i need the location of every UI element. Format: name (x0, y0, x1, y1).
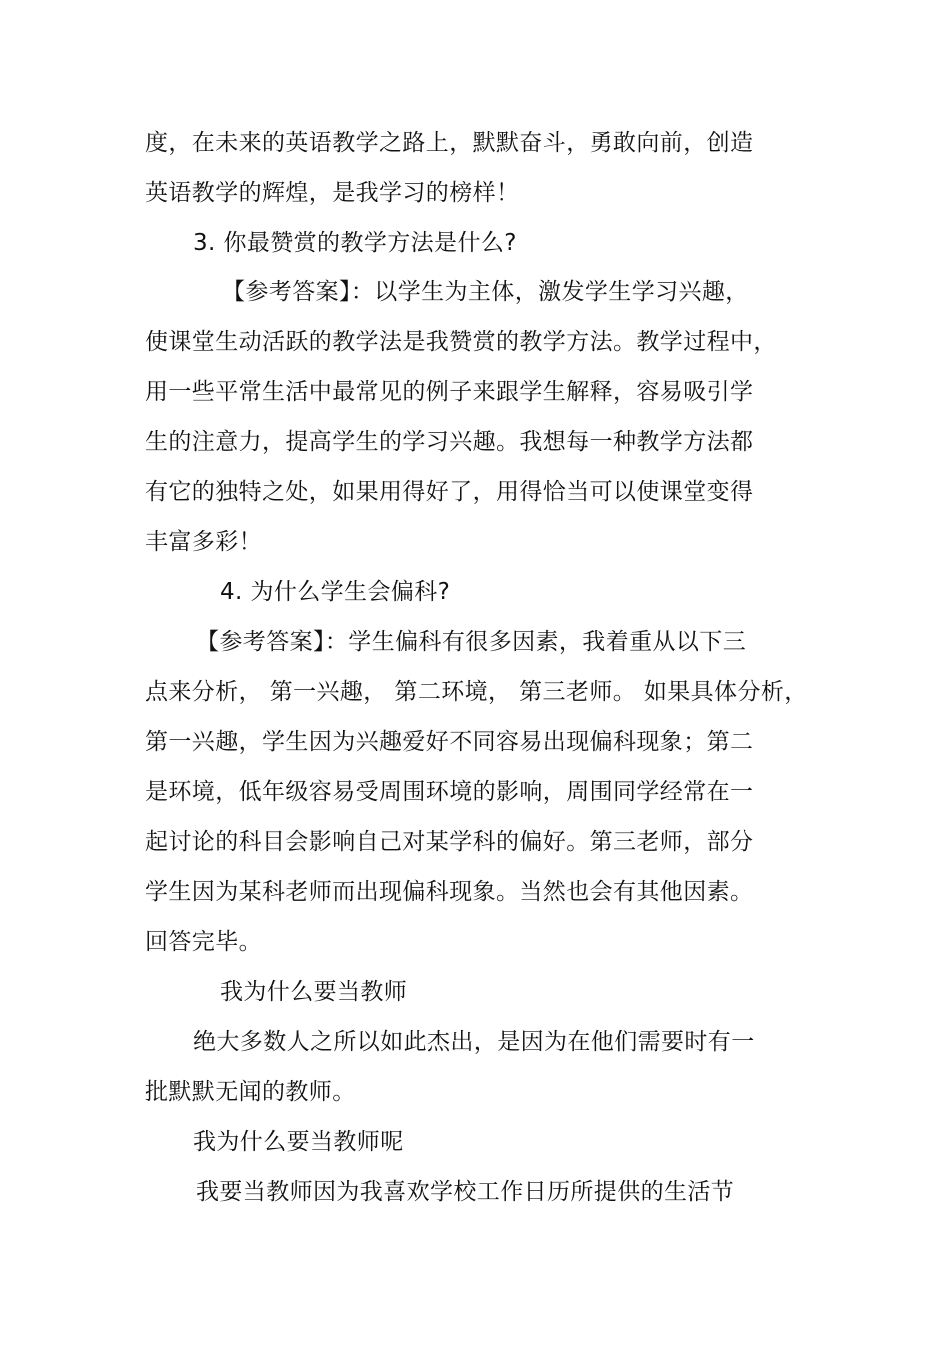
paragraph-line: 回答完毕。 (145, 929, 262, 955)
paragraph-line: 英语教学的辉煌，是我学习的榜样！ (145, 180, 520, 206)
paragraph-line: 我要当教师因为我喜欢学校工作日历所提供的生活节 (196, 1179, 735, 1205)
paragraph-line: 点来分析， 第一兴趣， 第二环境， 第三老师。 如果具体分析， (145, 679, 808, 705)
paragraph-line: 有它的独特之处，如果用得好了，用得恰当可以使课堂变得 (145, 479, 754, 505)
paragraph-line: 用一些平常生活中最常见的例子来跟学生解释，容易吸引学 (145, 379, 754, 405)
paragraph-line: 批默默无闻的教师。 (145, 1079, 356, 1105)
paragraph-line: 使课堂生动活跃的教学法是我赞赏的教学方法。教学过程中， (145, 329, 777, 355)
paragraph-line: 绝大多数人之所以如此杰出，是因为在他们需要时有一 (193, 1029, 755, 1055)
paragraph-line: 度，在未来的英语教学之路上，默默奋斗，勇敢向前，创造 (145, 130, 754, 156)
paragraph-line: 起讨论的科目会影响自己对某学科的偏好。第三老师，部分 (145, 829, 754, 855)
answer-line: 【参考答案】：以学生为主体，激发学生学习兴趣， (222, 279, 749, 305)
answer-line: 【参考答案】：学生偏科有很多因素，我着重从以下三 (196, 629, 747, 655)
section-subtitle: 我为什么要当教师呢 (193, 1129, 404, 1155)
paragraph-line: 学生因为某科老师而出现偏科现象。当然也会有其他因素。 (145, 879, 754, 905)
paragraph-line: 生的注意力，提高学生的学习兴趣。我想每一种教学方法都 (145, 429, 754, 455)
section-title: 我为什么要当教师 (220, 979, 408, 1005)
question-heading: 4. 为什么学生会偏科? (220, 579, 451, 605)
paragraph-line: 第一兴趣，学生因为兴趣爱好不同容易出现偏科现象；第二 (145, 729, 754, 755)
paragraph-line: 是环境，低年级容易受周围环境的影响，周围同学经常在一 (145, 779, 754, 805)
paragraph-line: 丰富多彩！ (145, 529, 262, 555)
question-heading: 3. 你最赞赏的教学方法是什么? (193, 230, 517, 256)
